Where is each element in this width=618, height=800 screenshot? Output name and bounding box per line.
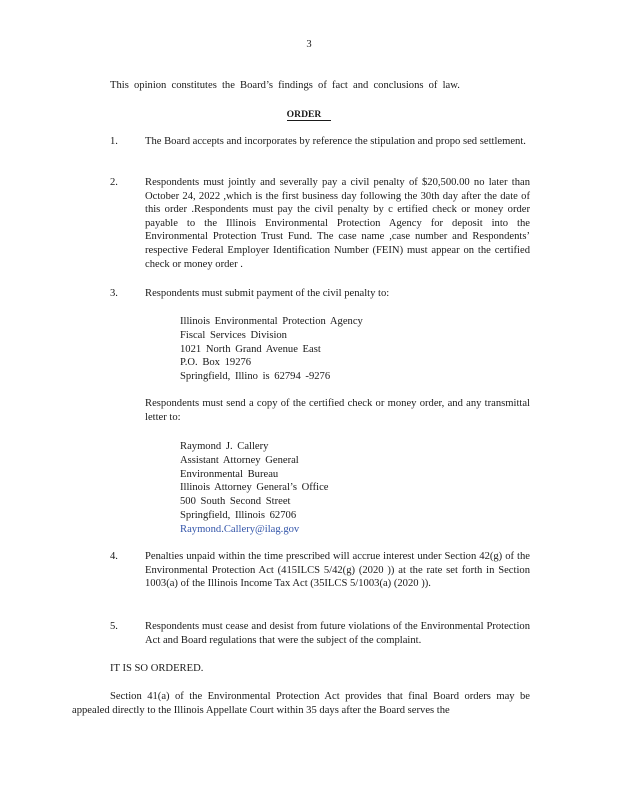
so-ordered: IT IS SO ORDERED. [110,663,204,674]
item-number: 1. [110,136,118,147]
address-line: 1021 North Grand Avenue East [180,343,321,355]
address-line: Fiscal Services Division [180,329,287,341]
item-number: 5. [110,621,118,632]
address-line: Raymond J. Callery [180,441,269,452]
order-heading [0,108,618,122]
address-line: Springfield, Illinois 62706 [180,509,297,521]
final-paragraph: Section 41(a) of the Environmental Protection Act provides that final Board orders may be appealed directly to the Illinois Appellate Court within 35 days after the Board serves the [72,691,530,716]
copy-address-block [180,440,329,537]
item-number: 2. [110,177,118,188]
address-line: P.O. Box 19276 [180,357,252,369]
address-line: 500 South Second Street [180,496,291,508]
item-number: 3. [110,288,118,299]
address-line: Springfield, Illino is 62794 -9276 [180,371,331,383]
intro-sentence: This opinion constitutes the Board’s findings of fact and conclusions of law. [110,80,460,91]
address-line: Illinois Attorney General’s Office [180,482,329,494]
address-line: Illinois Environmental Protection Agency [180,316,363,327]
item-text: Respondents must submit payment of the civil penalty to: [145,288,390,299]
item-text: The Board accepts and incorporates by reference the stipulation and propo sed settlement. [145,136,526,147]
page-number: 3 [306,39,312,50]
item-text: Penalties unpaid within the time prescribed will accrue interest under Section 42(g) of the Environmental Protection Act (415ILCS 5/42(g) (2020 )) at the rate set forth in Section 1003(a) of the Illinois Income Tax Act (35ILCS 5/1003(a) (2020 )). [145,551,530,590]
order-heading-text: ORDER [287,109,332,121]
address-line: Assistant Attorney General [180,454,299,466]
payment-address-block [180,315,363,384]
address-line: Environmental Bureau [180,468,279,480]
copy-instruction: Respondents must send a copy of the certified check or money order, and any transmittal letter to: [145,398,530,423]
email-link[interactable]: Raymond.Callery@ilag.gov [180,523,300,535]
item-number: 4. [110,551,118,562]
item-text: Respondents must jointly and severally pay a civil penalty of $20,500.00 no later than October 24, 2022 ,which is the first business day following the 30th day after the date of this order .Respondents must pay the civil penalty by c ertified check or money order payable to the Illinois Environmental Protection Agency for deposit into the Environmental Protection Trust Fund. The case name ,case number and Respondents’ respective Federal Employer Identification Number (FEIN) must appear on the certified check or money order . [145,177,530,270]
item-text: Respondents must cease and desist from future violations of the Environmental Protection Act and Board regulations that were the subject of the complaint. [145,621,530,646]
